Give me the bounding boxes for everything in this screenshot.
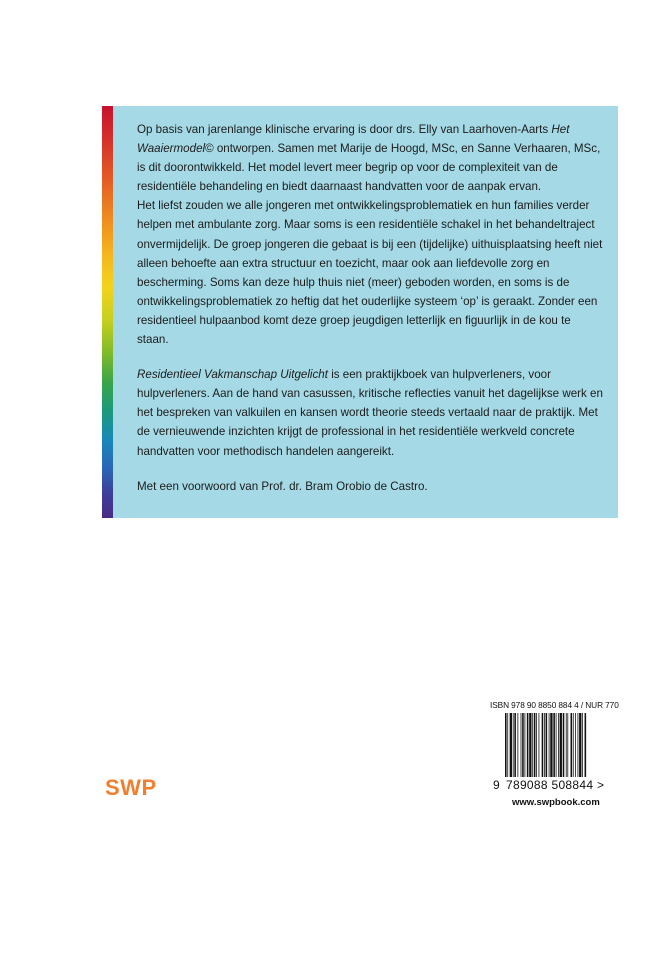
isbn-line: ISBN 978 90 8850 884 4 / NUR 770 [490,700,619,710]
barcode-bar [560,713,562,777]
barcode-bar [532,713,533,777]
barcode-bar [585,713,587,777]
rainbow-strip [102,106,113,518]
barcode-bar [544,713,545,777]
barcode-bar [582,713,583,777]
barcode-bar [522,713,524,777]
barcode-bar [546,713,548,777]
barcode-bar [513,713,514,777]
barcode-bar [534,713,536,777]
blurb-paragraph-2: Het liefst zouden we alle jongeren met ontwikkelingsproblematiek en hun families verder helpen met ambulante zorg. Maar soms is een residentiële schakel in het behandeltraject onvermijdelijk. De groep jongeren die gebaat is bij een (tijdelijke) uithuisplaatsing heeft niet alleen behoefte aan extra structuur en toezicht, maar ook aan liefdevolle zorg en bescherming. Soms kan deze hulp thuis niet (meer) geboden worden, en soms is de ontwikkelingsproblematiek zo heftig dat het ouderlijke systeem ‘op’ is geraakt. Zonder een residentieel hulpaanbod komt deze groep jeugdigen letterlijk en figuurlijk in de kou te staan. [137,199,603,347]
barcode-bar [529,713,531,777]
barcode-digits: 789088 508844 > [506,778,605,792]
barcode-bar [521,713,522,777]
book-title: Residentieel Vakmanschap Uitgelicht [137,368,328,382]
barcode [505,713,616,777]
barcode-bar [578,713,579,777]
blurb-panel [113,106,618,518]
barcode-bar [573,713,574,777]
publisher-website: www.swpbook.com [512,797,600,808]
barcode-bar [567,713,568,777]
barcode-bar [542,713,544,777]
barcode-bar [558,713,559,777]
barcode-bar [507,713,508,777]
model-name: Het Waaiermodel [137,123,570,156]
barcode-bar [550,713,552,777]
barcode-bar [514,713,516,777]
barcode-bar [575,713,576,777]
barcode-bar [527,713,529,777]
barcode-bar [566,713,567,777]
barcode-bar [571,713,573,777]
barcode-bar [510,713,512,777]
barcode-leading-digit: 9 [493,778,500,792]
publisher-logo: SWP [105,775,157,800]
barcode-bar [563,713,565,777]
barcode-bar [553,713,555,777]
blurb-paragraph-4: Met een voorwoord van Prof. dr. Bram Orobio de Castro. [137,479,428,493]
barcode-bar [579,713,581,777]
barcode-bar [556,713,557,777]
barcode-bar [549,713,550,777]
barcode-bar [517,713,518,777]
barcode-bar [525,713,526,777]
barcode-bar [536,713,537,777]
barcode-bar [539,713,540,777]
blurb-text [137,120,603,496]
blurb-paragraph-3: Residentieel Vakmanschap Uitgelicht is een praktijkboek van hulpverleners, voor hulpverleners. Aan de hand van casussen, kritische reflecties vanuit het dagelijkse werk en het bespreken van valkuilen en kansen wordt theorie steeds vertaald naar de praktijk. Met de vernieuwende inzichten krijgt de professional in het residentiële werkveld concrete handvatten voor methodisch handelen aangereikt. [137,368,603,458]
blurb-paragraph-1: Op basis van jarenlange klinische ervaring is door drs. Elly van Laarhoven-Aarts Het Waaiermodel© ontworpen. Samen met Marije de Hoogd, MSc, en Sanne Verhaaren, MSc, is dit doorontwikkeld. Het model levert meer begrip op voor de complexiteit van de residentiële behandeling en biedt daarnaast handvatten voor de aanpak ervan. [137,123,601,194]
barcode-bar [505,713,507,777]
